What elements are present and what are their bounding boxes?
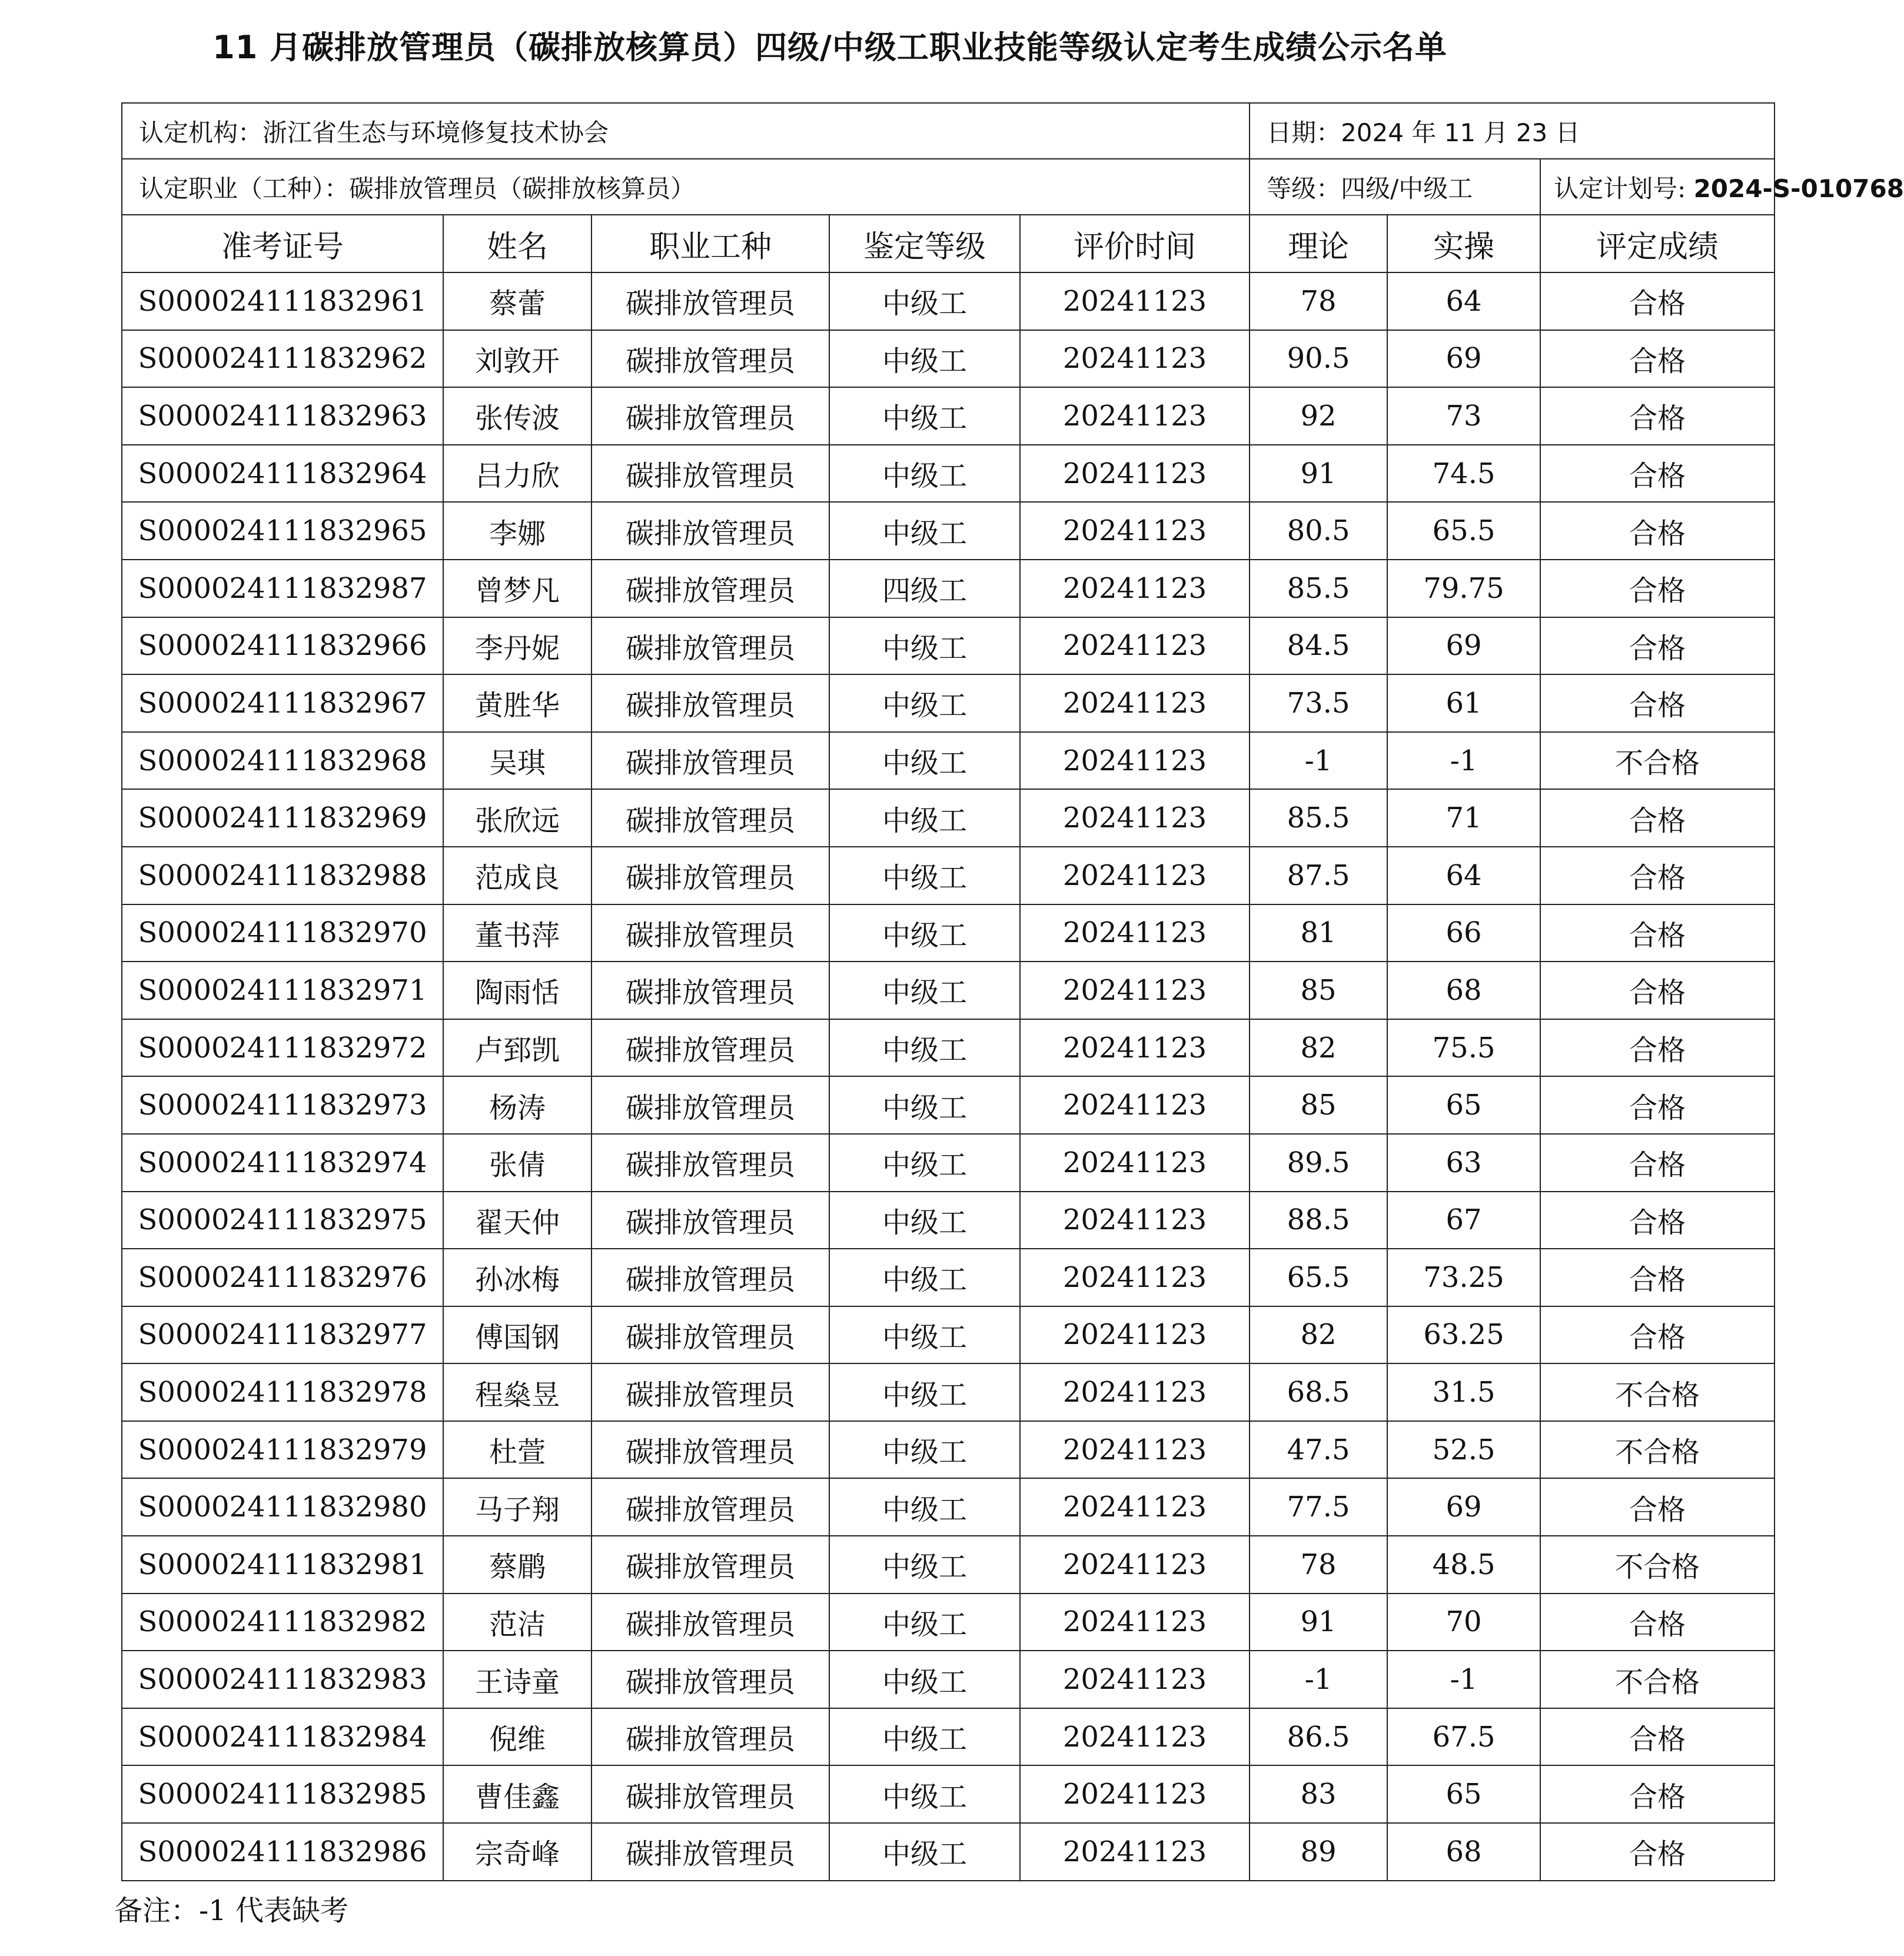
result-cell: 合格: [1540, 445, 1775, 503]
level-cell: 中级工: [829, 387, 1020, 445]
level-cell: 中级工: [829, 1363, 1020, 1421]
theory-cell: 86.5: [1250, 1708, 1387, 1766]
table-row: [122, 1651, 1775, 1708]
theory-cell: 73.5: [1250, 674, 1387, 732]
exam-id-cell: S000024111832963: [122, 387, 443, 445]
occupation-cell: 碳排放管理员: [592, 387, 829, 445]
theory-cell: 65.5: [1250, 1249, 1387, 1306]
level-cell: 中级工: [829, 1651, 1020, 1708]
exam-id-cell: S000024111832965: [122, 502, 443, 560]
result-cell: 合格: [1540, 904, 1775, 962]
occupation-cell: 碳排放管理员: [592, 904, 829, 962]
eval-date-cell: 20241123: [1020, 502, 1250, 560]
exam-id-cell: S000024111832974: [122, 1134, 443, 1192]
occupation-cell: 碳排放管理员: [592, 1823, 829, 1881]
level-cell: 中级工: [829, 1708, 1020, 1766]
eval-date-cell: 20241123: [1020, 1421, 1250, 1479]
occupation-cell: 碳排放管理员: [592, 732, 829, 790]
eval-date-cell: 20241123: [1020, 1076, 1250, 1134]
level-cell: 中级工: [829, 1076, 1020, 1134]
eval-date-cell: 20241123: [1020, 1192, 1250, 1249]
practical-cell: 67.5: [1387, 1708, 1540, 1766]
name-cell: 卢郅凯: [443, 1019, 592, 1077]
practical-cell: -1: [1387, 1651, 1540, 1708]
table-row: [122, 789, 1775, 847]
eval-date-cell: 20241123: [1020, 617, 1250, 675]
result-cell: 合格: [1540, 502, 1775, 560]
level-cell: 中级工: [829, 1536, 1020, 1594]
level-cell: 中级工: [829, 847, 1020, 904]
exam-id-cell: S000024111832980: [122, 1478, 443, 1536]
level-cell: 四级工: [829, 560, 1020, 617]
level-cell: 中级工: [829, 330, 1020, 388]
eval-date-cell: 20241123: [1020, 674, 1250, 732]
practical-cell: 69: [1387, 617, 1540, 675]
level-cell: 中级工: [829, 1192, 1020, 1249]
header-row: [122, 215, 1775, 272]
result-cell: 合格: [1540, 1823, 1775, 1881]
theory-cell: 85.5: [1250, 789, 1387, 847]
table-row: [122, 1019, 1775, 1077]
name-cell: 倪维: [443, 1708, 592, 1766]
name-cell: 孙冰梅: [443, 1249, 592, 1306]
name-cell: 范洁: [443, 1594, 592, 1651]
result-cell: 合格: [1540, 1306, 1775, 1364]
result-cell: 合格: [1540, 1765, 1775, 1823]
col-header-exam-id: 准考证号: [122, 215, 443, 272]
result-cell: 合格: [1540, 674, 1775, 732]
exam-id-cell: S000024111832975: [122, 1192, 443, 1249]
level-cell: 中级工: [829, 1421, 1020, 1479]
exam-id-cell: S000024111832968: [122, 732, 443, 790]
table-row: [122, 962, 1775, 1019]
exam-id-cell: S000024111832988: [122, 847, 443, 904]
org-label: 认定机构：: [139, 118, 263, 147]
table-row: [122, 1536, 1775, 1594]
name-cell: 李娜: [443, 502, 592, 560]
eval-date-cell: 20241123: [1020, 1249, 1250, 1306]
result-cell: 不合格: [1540, 1421, 1775, 1479]
theory-cell: 88.5: [1250, 1192, 1387, 1249]
table-row: [122, 1594, 1775, 1651]
exam-id-cell: S000024111832962: [122, 330, 443, 388]
practical-cell: 52.5: [1387, 1421, 1540, 1479]
practical-cell: 61: [1387, 674, 1540, 732]
result-cell: 合格: [1540, 1134, 1775, 1192]
table-row: [122, 1192, 1775, 1249]
theory-cell: 90.5: [1250, 330, 1387, 388]
plan-label: 认定计划号:: [1554, 174, 1694, 203]
occupation-cell: 碳排放管理员: [592, 1076, 829, 1134]
occupation-cell: 碳排放管理员: [592, 1249, 829, 1306]
theory-cell: 85: [1250, 1076, 1387, 1134]
name-cell: 杨涛: [443, 1076, 592, 1134]
level-cell: 中级工: [829, 962, 1020, 1019]
occupation-cell: 碳排放管理员: [592, 1708, 829, 1766]
theory-cell: -1: [1250, 1651, 1387, 1708]
theory-cell: 91: [1250, 1594, 1387, 1651]
practical-cell: 65.5: [1387, 502, 1540, 560]
theory-cell: 91: [1250, 445, 1387, 503]
result-cell: 不合格: [1540, 1536, 1775, 1594]
eval-date-cell: 20241123: [1020, 330, 1250, 388]
occupation-cell: 碳排放管理员: [592, 674, 829, 732]
level-cell: 中级工: [829, 1594, 1020, 1651]
eval-date-cell: 20241123: [1020, 1765, 1250, 1823]
practical-cell: 48.5: [1387, 1536, 1540, 1594]
theory-cell: 80.5: [1250, 502, 1387, 560]
name-cell: 杜萱: [443, 1421, 592, 1479]
level-cell: 中级工: [829, 272, 1020, 330]
result-cell: 合格: [1540, 789, 1775, 847]
occupation-value: 碳排放管理员（碳排放核算员）: [349, 174, 696, 203]
exam-id-cell: S000024111832981: [122, 1536, 443, 1594]
level-cell: 中级工: [829, 1306, 1020, 1364]
org-value: 浙江省生态与环境修复技术协会: [262, 118, 609, 147]
occupation-cell: 碳排放管理员: [592, 1306, 829, 1364]
table-row: [122, 1306, 1775, 1364]
practical-cell: 69: [1387, 1478, 1540, 1536]
level-cell: 中级工: [829, 732, 1020, 790]
result-cell: 合格: [1540, 617, 1775, 675]
level-cell: 中级工: [829, 789, 1020, 847]
name-cell: 曹佳鑫: [443, 1765, 592, 1823]
name-cell: 张倩: [443, 1134, 592, 1192]
level-cell: 中级工: [829, 617, 1020, 675]
table-row: [122, 1765, 1775, 1823]
name-cell: 李丹妮: [443, 617, 592, 675]
occupation-cell: 碳排放管理员: [592, 1363, 829, 1421]
level-cell: 中级工: [829, 1249, 1020, 1306]
table-row: [122, 1823, 1775, 1881]
occupation-cell: 碳排放管理员: [592, 1134, 829, 1192]
level-cell: 中级工: [829, 445, 1020, 503]
exam-id-cell: S000024111832982: [122, 1594, 443, 1651]
table-row: [122, 560, 1775, 617]
occupation-cell: 碳排放管理员: [592, 560, 829, 617]
exam-id-cell: S000024111832967: [122, 674, 443, 732]
occupation-cell: 碳排放管理员: [592, 1192, 829, 1249]
occupation-cell: 碳排放管理员: [592, 502, 829, 560]
footnote: 备注：-1 代表缺考: [114, 1894, 349, 1927]
table-row: [122, 732, 1775, 790]
date-cell: [1250, 103, 1775, 159]
occupation-label: 认定职业（工种）：: [139, 174, 350, 203]
eval-date-cell: 20241123: [1020, 1594, 1250, 1651]
exam-id-cell: S000024111832973: [122, 1076, 443, 1134]
table-row: [122, 847, 1775, 904]
name-cell: 马子翔: [443, 1478, 592, 1536]
eval-date-cell: 20241123: [1020, 560, 1250, 617]
practical-cell: 73: [1387, 387, 1540, 445]
name-cell: 吕力欣: [443, 445, 592, 503]
exam-id-cell: S000024111832978: [122, 1363, 443, 1421]
occupation-cell: 碳排放管理员: [592, 1651, 829, 1708]
practical-cell: 69: [1387, 330, 1540, 388]
level-cell: 中级工: [829, 904, 1020, 962]
eval-date-cell: 20241123: [1020, 387, 1250, 445]
practical-cell: 66: [1387, 904, 1540, 962]
result-cell: 合格: [1540, 1478, 1775, 1536]
eval-date-cell: 20241123: [1020, 445, 1250, 503]
table-row: [122, 502, 1775, 560]
exam-id-cell: S000024111832972: [122, 1019, 443, 1077]
eval-date-cell: 20241123: [1020, 1363, 1250, 1421]
eval-date-cell: 20241123: [1020, 962, 1250, 1019]
eval-date-cell: 20241123: [1020, 1019, 1250, 1077]
eval-date-cell: 20241123: [1020, 1651, 1250, 1708]
theory-cell: 85.5: [1250, 560, 1387, 617]
practical-cell: -1: [1387, 732, 1540, 790]
table-row: [122, 674, 1775, 732]
meta-row-org: [122, 103, 1775, 159]
name-cell: 程燊昱: [443, 1363, 592, 1421]
result-cell: 合格: [1540, 1019, 1775, 1077]
date-value: 2024 年 11 月 23 日: [1341, 118, 1580, 147]
eval-date-cell: 20241123: [1020, 789, 1250, 847]
exam-id-cell: S000024111832987: [122, 560, 443, 617]
practical-cell: 68: [1387, 1823, 1540, 1881]
plan-cell: [1540, 159, 1904, 215]
practical-cell: 64: [1387, 272, 1540, 330]
practical-cell: 71: [1387, 789, 1540, 847]
name-cell: 傅国钢: [443, 1306, 592, 1364]
result-cell: 合格: [1540, 962, 1775, 1019]
date-label: 日期：: [1267, 118, 1341, 147]
exam-id-cell: S000024111832983: [122, 1651, 443, 1708]
theory-cell: 83: [1250, 1765, 1387, 1823]
practical-cell: 63.25: [1387, 1306, 1540, 1364]
result-cell: 合格: [1540, 560, 1775, 617]
practical-cell: 79.75: [1387, 560, 1540, 617]
practical-cell: 73.25: [1387, 1249, 1540, 1306]
exam-id-cell: S000024111832986: [122, 1823, 443, 1881]
level-cell: 中级工: [829, 1765, 1020, 1823]
occupation-cell: 碳排放管理员: [592, 272, 829, 330]
table-row: [122, 1421, 1775, 1479]
result-cell: 合格: [1540, 847, 1775, 904]
table-row: [122, 272, 1775, 330]
name-cell: 吴琪: [443, 732, 592, 790]
exam-id-cell: S000024111832976: [122, 1249, 443, 1306]
col-header-eval-date: 评价时间: [1020, 215, 1250, 272]
practical-cell: 70: [1387, 1594, 1540, 1651]
eval-date-cell: 20241123: [1020, 1134, 1250, 1192]
theory-cell: -1: [1250, 732, 1387, 790]
theory-cell: 77.5: [1250, 1478, 1387, 1536]
eval-date-cell: 20241123: [1020, 732, 1250, 790]
result-cell: 合格: [1540, 330, 1775, 388]
practical-cell: 65: [1387, 1076, 1540, 1134]
result-cell: 不合格: [1540, 1363, 1775, 1421]
result-cell: 合格: [1540, 272, 1775, 330]
result-cell: 不合格: [1540, 1651, 1775, 1708]
exam-id-cell: S000024111832961: [122, 272, 443, 330]
eval-date-cell: 20241123: [1020, 847, 1250, 904]
name-cell: 蔡鹛: [443, 1536, 592, 1594]
eval-date-cell: 20241123: [1020, 1708, 1250, 1766]
level-cell: [1250, 159, 1540, 215]
eval-date-cell: 20241123: [1020, 904, 1250, 962]
level-cell: 中级工: [829, 1478, 1020, 1536]
theory-cell: 82: [1250, 1019, 1387, 1077]
eval-date-cell: 20241123: [1020, 1306, 1250, 1364]
col-header-practical: 实操: [1387, 215, 1540, 272]
practical-cell: 67: [1387, 1192, 1540, 1249]
exam-id-cell: S000024111832971: [122, 962, 443, 1019]
exam-id-cell: S000024111832969: [122, 789, 443, 847]
table-row: [122, 1478, 1775, 1536]
exam-id-cell: S000024111832985: [122, 1765, 443, 1823]
result-cell: 不合格: [1540, 732, 1775, 790]
table-row: [122, 904, 1775, 962]
occupation-cell: 碳排放管理员: [592, 445, 829, 503]
occupation-cell: 碳排放管理员: [592, 1478, 829, 1536]
theory-cell: 87.5: [1250, 847, 1387, 904]
level-cell: 中级工: [829, 1019, 1020, 1077]
exam-id-cell: S000024111832970: [122, 904, 443, 962]
table-row: [122, 330, 1775, 388]
table-row: [122, 1708, 1775, 1766]
col-header-name: 姓名: [443, 215, 592, 272]
level-cell: 中级工: [829, 502, 1020, 560]
eval-date-cell: 20241123: [1020, 1823, 1250, 1881]
exam-id-cell: S000024111832966: [122, 617, 443, 675]
result-cell: 合格: [1540, 1708, 1775, 1766]
table-row: [122, 617, 1775, 675]
name-cell: 张传波: [443, 387, 592, 445]
level-cell: 中级工: [829, 1134, 1020, 1192]
score-table: [121, 102, 1904, 1881]
exam-id-cell: S000024111832984: [122, 1708, 443, 1766]
table-row: [122, 1249, 1775, 1306]
theory-cell: 92: [1250, 387, 1387, 445]
table-row: [122, 1134, 1775, 1192]
name-cell: 张欣远: [443, 789, 592, 847]
occupation-cell: 碳排放管理员: [592, 1765, 829, 1823]
name-cell: 宗奇峰: [443, 1823, 592, 1881]
table-row: [122, 1076, 1775, 1134]
level-value: 四级/中级工: [1341, 174, 1473, 203]
practical-cell: 63: [1387, 1134, 1540, 1192]
eval-date-cell: 20241123: [1020, 1478, 1250, 1536]
name-cell: 陶雨恬: [443, 962, 592, 1019]
name-cell: 范成良: [443, 847, 592, 904]
occupation-cell: 碳排放管理员: [592, 1019, 829, 1077]
occupation-cell: [122, 159, 1250, 215]
level-cell: 中级工: [829, 674, 1020, 732]
eval-date-cell: 20241123: [1020, 272, 1250, 330]
occupation-cell: 碳排放管理员: [592, 617, 829, 675]
theory-cell: 47.5: [1250, 1421, 1387, 1479]
name-cell: 黄胜华: [443, 674, 592, 732]
occupation-cell: 碳排放管理员: [592, 330, 829, 388]
occupation-cell: 碳排放管理员: [592, 1594, 829, 1651]
practical-cell: 74.5: [1387, 445, 1540, 503]
theory-cell: 84.5: [1250, 617, 1387, 675]
result-cell: 合格: [1540, 1594, 1775, 1651]
name-cell: 王诗童: [443, 1651, 592, 1708]
name-cell: 曾梦凡: [443, 560, 592, 617]
name-cell: 董书萍: [443, 904, 592, 962]
name-cell: 刘敦开: [443, 330, 592, 388]
theory-cell: 68.5: [1250, 1363, 1387, 1421]
practical-cell: 75.5: [1387, 1019, 1540, 1077]
occupation-cell: 碳排放管理员: [592, 847, 829, 904]
col-header-level: 鉴定等级: [829, 215, 1020, 272]
col-header-result: 评定成绩: [1540, 215, 1775, 272]
theory-cell: 85: [1250, 962, 1387, 1019]
eval-date-cell: 20241123: [1020, 1536, 1250, 1594]
name-cell: 翟天仲: [443, 1192, 592, 1249]
theory-cell: 78: [1250, 272, 1387, 330]
occupation-cell: 碳排放管理员: [592, 962, 829, 1019]
result-cell: 合格: [1540, 1076, 1775, 1134]
occupation-cell: 碳排放管理员: [592, 1421, 829, 1479]
page-title: 11 月碳排放管理员（碳排放核算员）四级/中级工职业技能等级认定考生成绩公示名单: [212, 29, 1447, 66]
col-header-theory: 理论: [1250, 215, 1387, 272]
plan-value: 2024-S-010768: [1693, 174, 1904, 203]
table-row: [122, 387, 1775, 445]
table-row: [122, 1363, 1775, 1421]
level-label: 等级：: [1267, 174, 1341, 203]
practical-cell: 65: [1387, 1765, 1540, 1823]
result-cell: 合格: [1540, 387, 1775, 445]
exam-id-cell: S000024111832977: [122, 1306, 443, 1364]
result-cell: 合格: [1540, 1192, 1775, 1249]
level-cell: 中级工: [829, 1823, 1020, 1881]
theory-cell: 81: [1250, 904, 1387, 962]
theory-cell: 89.5: [1250, 1134, 1387, 1192]
practical-cell: 31.5: [1387, 1363, 1540, 1421]
exam-id-cell: S000024111832964: [122, 445, 443, 503]
theory-cell: 78: [1250, 1536, 1387, 1594]
col-header-occupation: 职业工种: [592, 215, 829, 272]
table-row: [122, 445, 1775, 503]
name-cell: 蔡蕾: [443, 272, 592, 330]
exam-id-cell: S000024111832979: [122, 1421, 443, 1479]
occupation-cell: 碳排放管理员: [592, 789, 829, 847]
theory-cell: 82: [1250, 1306, 1387, 1364]
result-cell: 合格: [1540, 1249, 1775, 1306]
meta-row-occupation: [122, 159, 1775, 215]
theory-cell: 89: [1250, 1823, 1387, 1881]
practical-cell: 64: [1387, 847, 1540, 904]
practical-cell: 68: [1387, 962, 1540, 1019]
occupation-cell: 碳排放管理员: [592, 1536, 829, 1594]
org-cell: [122, 103, 1250, 159]
